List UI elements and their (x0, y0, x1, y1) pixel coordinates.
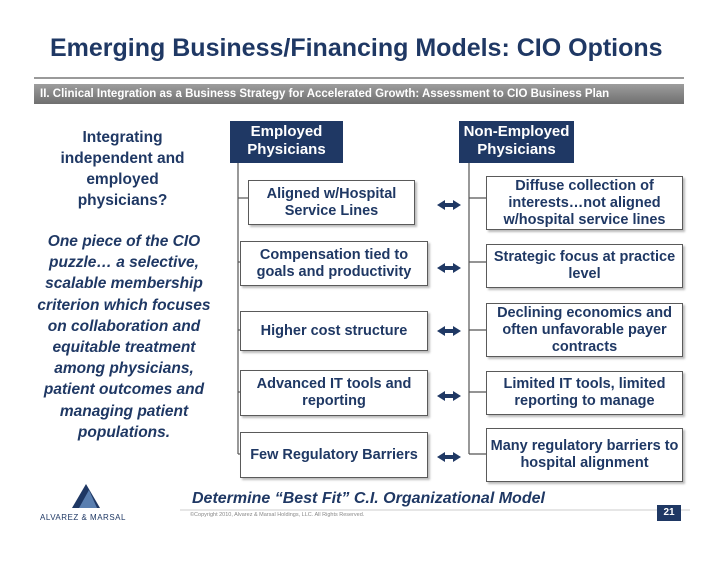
employed-header: Employed Physicians (230, 121, 343, 163)
left-description: One piece of the CIO puzzle… a selective, scalable membership criterion which focuses on collaboration and equitable treatment among physicians, patient outcomes and managing patient populations. (37, 233, 211, 441)
logo-text: ALVAREZ & MARSAL (40, 513, 126, 522)
non-employed-box: Strategic focus at practice level (486, 244, 683, 288)
employed-box: Few Regulatory Barriers (240, 432, 428, 478)
non-employed-box: Diffuse collection of interests…not aligned w/hospital service lines (486, 176, 683, 230)
double-arrow-icon (437, 326, 461, 336)
section-subtitle-bar: II. Clinical Integration as a Business Strategy for Accelerated Growth: Assessment to CIO Business Plan (34, 84, 684, 104)
copyright-text: ©Copyright 2010, Alvarez & Marsal Holdings, LLC. All Rights Reserved. (190, 512, 365, 518)
non-employed-box: Many regulatory barriers to hospital alignment (486, 428, 683, 482)
left-question: Integrating independent and employed physicians? (60, 129, 185, 209)
non-employed-box: Declining economics and often unfavorable payer contracts (486, 303, 683, 357)
double-arrow-icon (437, 391, 461, 401)
employed-box: Advanced IT tools and reporting (240, 370, 428, 416)
double-arrow-icon (437, 263, 461, 273)
conclusion-text: Determine “Best Fit” C.I. Organizational Model (192, 490, 545, 507)
non-employed-header: Non-Employed Physicians (459, 121, 574, 163)
double-arrow-icons (437, 200, 461, 462)
double-arrow-icon (437, 452, 461, 462)
double-arrow-icon (437, 200, 461, 210)
non-employed-box: Limited IT tools, limited reporting to manage (486, 371, 683, 415)
employed-box: Compensation tied to goals and productivity (240, 241, 428, 286)
page-title: Emerging Business/Financing Models: CIO Options (50, 34, 663, 62)
alvarez-marsal-logo-icon (72, 484, 100, 508)
page-number-badge: 21 (657, 505, 681, 521)
employed-box: Aligned w/Hospital Service Lines (248, 180, 415, 225)
employed-box: Higher cost structure (240, 311, 428, 351)
